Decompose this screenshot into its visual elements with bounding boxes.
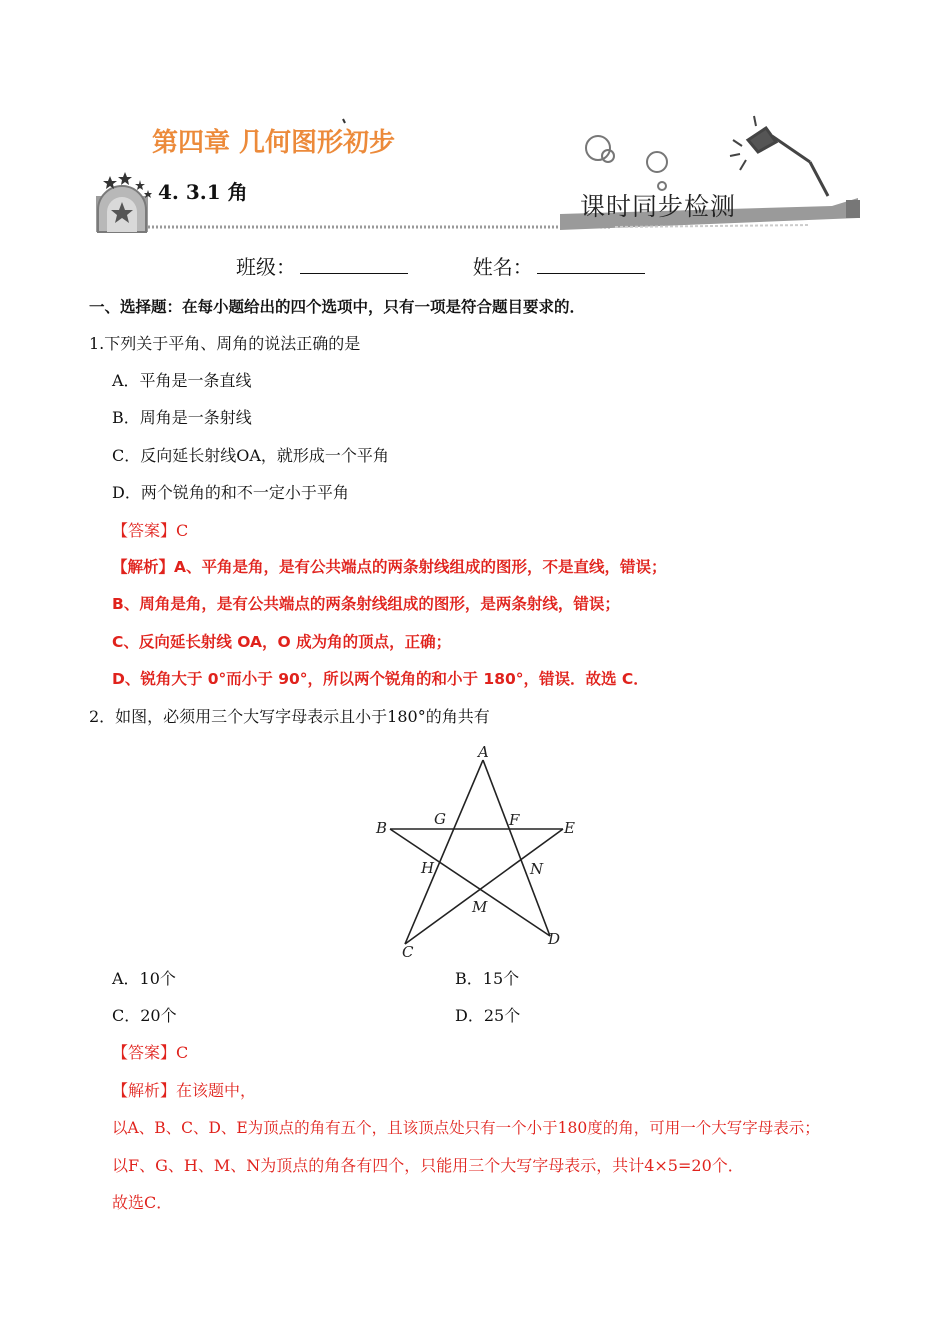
name-label: 姓名： [472,255,533,279]
class-label: 班级： [236,255,296,279]
analysis-line: 【解析】在该题中， [112,1081,257,1100]
label-g: G [434,810,446,828]
analysis-line: 以A、B、C、D、E为顶点的角有五个，且该顶点处只有一个小于180度的角，可用一个大写字母表示； [112,1119,820,1137]
star-badge-icon [96,172,152,232]
question-stem: 1.下列关于平角、周角的说法正确的是 [89,334,361,353]
analysis-line: 【解析】A、平角是角，是有公共端点的两条射线组成的图形，不是直线，错误； [112,558,667,576]
label-e: E [564,819,575,837]
analysis-label: 【解析】 [112,1081,177,1100]
student-info-fields [236,251,645,280]
label-c: C [402,943,414,960]
label-f: F [509,811,520,829]
label-m: M [472,898,488,916]
analysis-line: 故选C． [112,1193,173,1212]
answer-value: C [176,1043,189,1062]
option-b: B．周角是一条射线 [112,408,252,427]
question-stem: 2．如图，必须用三个大写字母表示且小于180°的角共有 [89,707,490,726]
option-d: D．两个锐角的和不一定小于平角 [112,483,349,502]
answer-label: 【答案】 [112,1043,177,1062]
desk-lamp-icon [730,116,828,196]
option-a: A．10个 [112,969,176,988]
answer-label: 【答案】 [112,521,177,540]
part1-heading: 一、选择题：在每小题给出的四个选项中，只有一项是符合题目要求的． [89,298,586,316]
analysis-line: B、周角是角，是有公共端点的两条射线组成的图形，是两条射线，错误； [112,595,620,613]
option-b: B．15个 [455,969,520,988]
option-c: C．20个 [112,1006,177,1025]
star-figure [368,740,588,960]
name-blank [537,254,645,274]
analysis-line: 以F、G、H、M、N为顶点的角各有四个，只能用三个大写字母表示，共计4×5=20个． [112,1156,744,1175]
chapter-title: 第四章 几何图形初步 [152,128,396,158]
banner-text: 课时同步检测 [580,192,737,221]
label-a: A [478,743,489,761]
analysis-label: 【解析】 [112,558,175,576]
segment-bd [390,829,550,936]
label-d: D [548,930,561,948]
option-c: C．反向延长射线OA，就形成一个平角 [112,446,389,465]
label-b: B [376,819,388,837]
answer [112,521,188,541]
section-title: 4. 3.1 角 [158,180,248,204]
label-h: H [421,859,435,877]
label-n: N [530,860,544,878]
bubbles-icon [586,136,667,190]
segment-ad [483,760,550,936]
analysis-line: D、锐角大于 0°而小于 90°，所以两个锐角的和小于 180°，错误．故选 C． [112,670,649,688]
option-d: D．25个 [455,1006,521,1025]
header-decoration [0,0,950,240]
answer-value: C [176,521,189,540]
class-blank [300,254,408,274]
option-a: A．平角是一条直线 [112,371,252,390]
answer [112,1043,188,1063]
analysis-line: C、反向延长射线 OA，O 成为角的顶点，正确； [112,633,452,651]
